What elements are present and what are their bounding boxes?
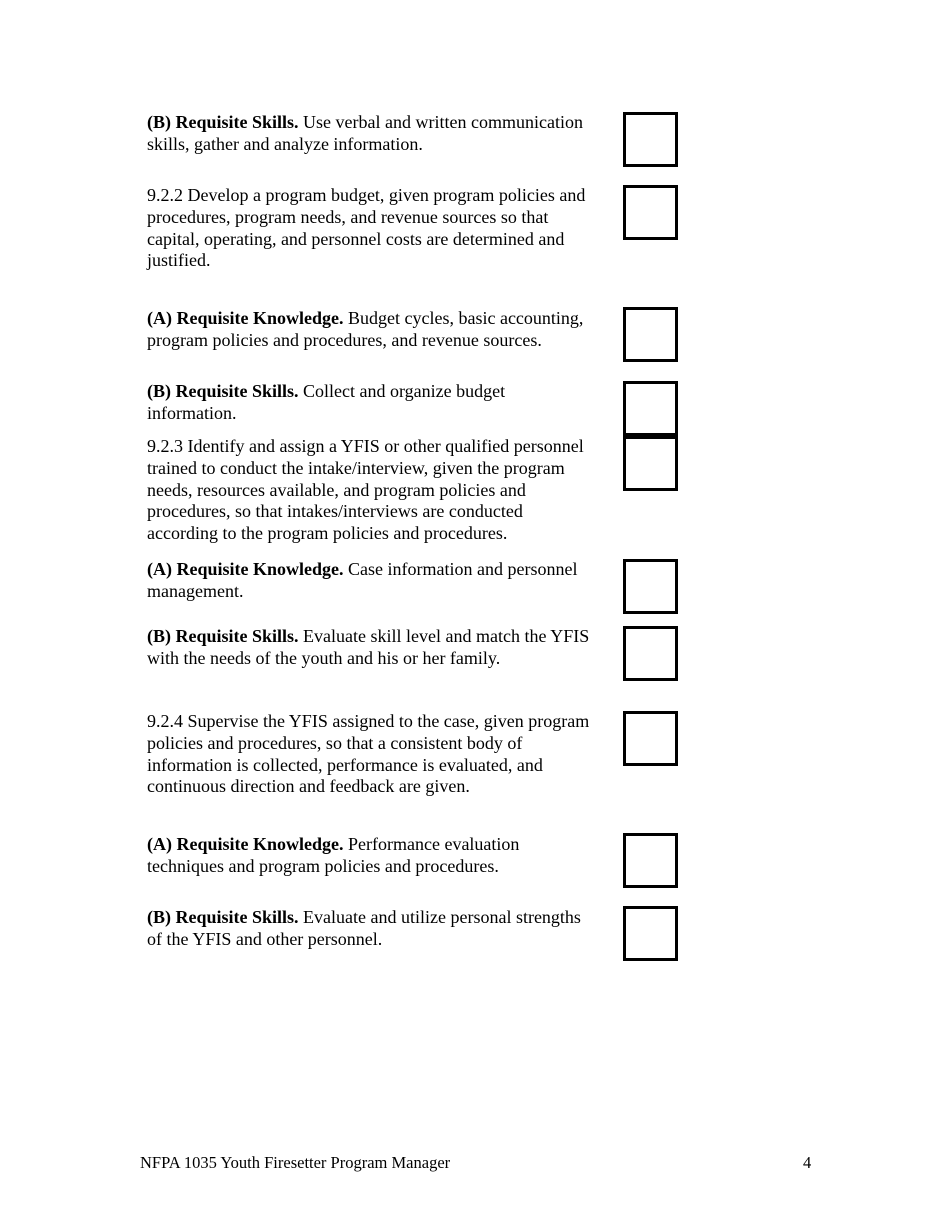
text-line bbox=[147, 207, 585, 229]
paragraph-text: Case information and personnel bbox=[343, 559, 578, 579]
checkbox[interactable] bbox=[623, 626, 678, 681]
paragraph-label: (A) Requisite Knowledge. bbox=[147, 308, 344, 328]
paragraph-text: needs, resources available, and program policies and bbox=[147, 479, 526, 500]
text-line bbox=[147, 834, 519, 856]
requisite-knowledge-paragraph bbox=[147, 559, 577, 603]
requisite-skills-paragraph bbox=[147, 907, 581, 951]
paragraph-text: Budget cycles, basic accounting, bbox=[343, 308, 584, 328]
requisite-skills-paragraph bbox=[147, 112, 583, 156]
paragraph-text: procedures, program needs, and revenue sources so that bbox=[147, 206, 549, 227]
checkbox[interactable] bbox=[623, 833, 678, 888]
checkbox[interactable] bbox=[623, 711, 678, 766]
text-line bbox=[147, 648, 589, 670]
paragraph-text: 9.2.3 Identify and assign a YFIS or other qualified personnel bbox=[147, 436, 584, 456]
paragraph-text: of the YFIS and other personnel. bbox=[147, 928, 383, 949]
page-number: 4 bbox=[803, 1153, 812, 1172]
paragraph-text: Performance evaluation bbox=[343, 834, 520, 854]
paragraph-text: program policies and procedures, and revenue sources. bbox=[147, 329, 542, 350]
text-line bbox=[147, 523, 584, 545]
checkbox[interactable] bbox=[623, 185, 678, 240]
checkbox[interactable] bbox=[623, 436, 678, 491]
paragraph-text: 9.2.4 Supervise the YFIS assigned to the case, given program bbox=[147, 711, 590, 731]
paragraph-text: trained to conduct the intake/interview, given the program bbox=[147, 457, 565, 478]
paragraph-text: Collect and organize budget bbox=[298, 381, 506, 401]
text-line bbox=[147, 733, 589, 755]
text-line bbox=[147, 436, 584, 458]
checkbox[interactable] bbox=[623, 381, 678, 436]
requisite-knowledge-paragraph bbox=[147, 308, 583, 352]
text-line bbox=[147, 626, 589, 648]
text-line bbox=[147, 907, 581, 929]
checkbox[interactable] bbox=[623, 112, 678, 167]
paragraph-text: justified. bbox=[147, 250, 211, 271]
paragraph-text: Evaluate and utilize personal strengths bbox=[298, 907, 581, 927]
text-line bbox=[147, 856, 519, 878]
paragraph-text: skills, gather and analyze information. bbox=[147, 133, 423, 154]
checkbox[interactable] bbox=[623, 559, 678, 614]
text-line bbox=[147, 776, 589, 798]
paragraph-label: (B) Requisite Skills. bbox=[147, 907, 299, 927]
paragraph-text: 9.2.2 Develop a program budget, given program policies and bbox=[147, 185, 586, 205]
text-line bbox=[147, 185, 585, 207]
paragraph-label: (A) Requisite Knowledge. bbox=[147, 834, 344, 854]
paragraph-text: techniques and program policies and procedures. bbox=[147, 855, 499, 876]
requisite-knowledge-paragraph bbox=[147, 834, 519, 878]
paragraph-text: with the needs of the youth and his or her family. bbox=[147, 647, 501, 668]
paragraph-text: management. bbox=[147, 580, 244, 601]
text-line bbox=[147, 308, 583, 330]
text-line bbox=[147, 929, 581, 951]
text-line bbox=[147, 134, 583, 156]
paragraph-text: procedures, so that intakes/interviews are conducted bbox=[147, 501, 523, 522]
job-performance-requirement-paragraph bbox=[147, 711, 589, 798]
paragraph-label: (B) Requisite Skills. bbox=[147, 112, 299, 132]
checkbox[interactable] bbox=[623, 906, 678, 961]
text-line bbox=[147, 559, 577, 581]
paragraph-label: (B) Requisite Skills. bbox=[147, 381, 299, 401]
paragraph-text: Evaluate skill level and match the YFIS bbox=[298, 626, 590, 646]
job-performance-requirement-paragraph bbox=[147, 436, 584, 545]
requisite-skills-paragraph bbox=[147, 381, 505, 425]
paragraph-text: policies and procedures, so that a consistent body of bbox=[147, 732, 523, 753]
text-line bbox=[147, 112, 583, 134]
text-line bbox=[147, 381, 505, 403]
text-line bbox=[147, 501, 584, 523]
text-line bbox=[147, 755, 589, 777]
paragraph-text: continuous direction and feedback are given. bbox=[147, 776, 470, 797]
text-line bbox=[147, 458, 584, 480]
requisite-skills-paragraph bbox=[147, 626, 589, 670]
text-line bbox=[147, 250, 585, 272]
text-line bbox=[147, 581, 577, 603]
paragraph-label: (A) Requisite Knowledge. bbox=[147, 559, 344, 579]
paragraph-label: (B) Requisite Skills. bbox=[147, 626, 299, 646]
footer-title: NFPA 1035 Youth Firesetter Program Manager bbox=[140, 1153, 451, 1172]
paragraph-text: capital, operating, and personnel costs are determined and bbox=[147, 228, 565, 249]
paragraph-text: information. bbox=[147, 402, 237, 423]
text-line bbox=[147, 711, 589, 733]
text-line bbox=[147, 480, 584, 502]
paragraph-text: Use verbal and written communication bbox=[298, 112, 583, 132]
text-line bbox=[147, 229, 585, 251]
paragraph-text: according to the program policies and procedures. bbox=[147, 523, 508, 544]
job-performance-requirement-paragraph bbox=[147, 185, 585, 272]
checkbox[interactable] bbox=[623, 307, 678, 362]
paragraph-text: information is collected, performance is evaluated, and bbox=[147, 754, 543, 775]
text-line bbox=[147, 330, 583, 352]
text-line bbox=[147, 403, 505, 425]
